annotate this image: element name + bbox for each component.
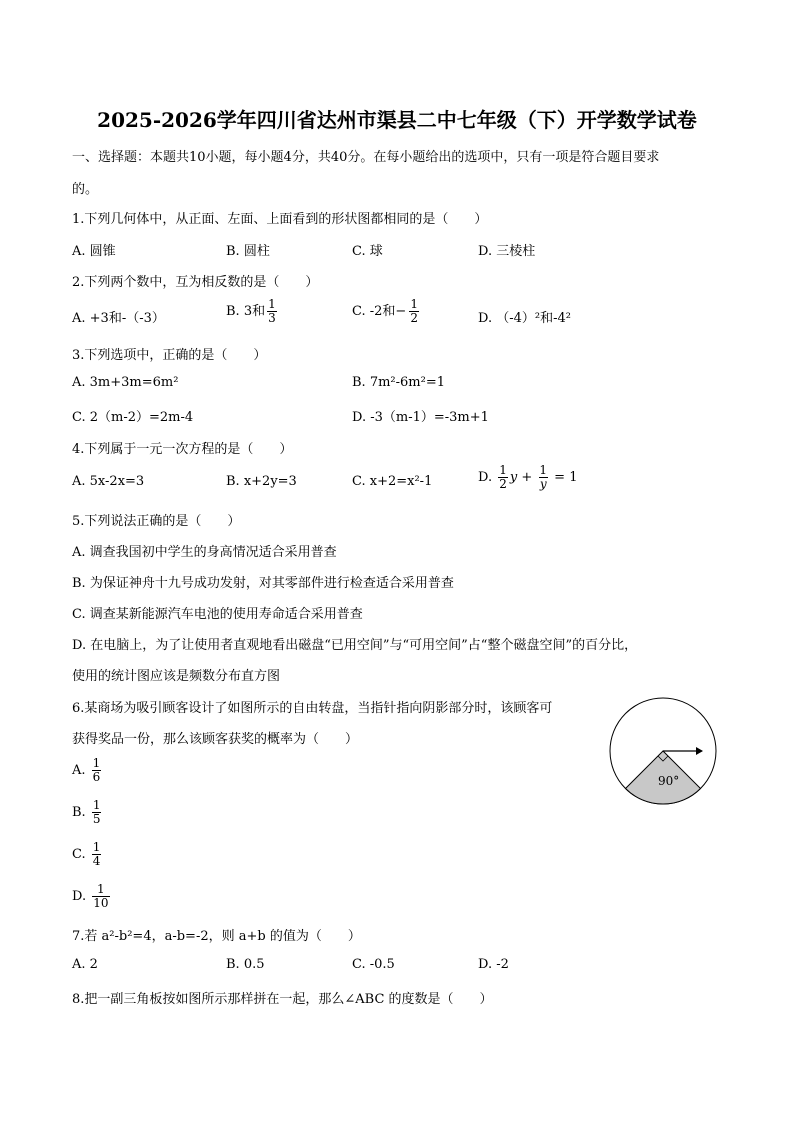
fraction-numerator: 1 <box>499 463 507 477</box>
fraction-denominator: 2 <box>499 477 507 491</box>
fraction-denominator: 5 <box>92 812 101 826</box>
q5-option-d-line1: D. 在电脑上，为了让使用者直观地看出磁盘“已用空间”与“可用空间”占“整个磁盘空间”的百分比， <box>72 638 638 653</box>
q7-option-c: C. -0.5 <box>352 957 395 972</box>
q4-option-d <box>478 464 577 491</box>
fraction-denominator: y <box>539 477 547 491</box>
q6-option-b-fraction <box>92 799 102 826</box>
q3-option-c: C. 2（m-2）=2m-4 <box>72 410 194 425</box>
q1-stem: 1.下列几何体中，从正面、左面、上面看到的形状图都相同的是（ ） <box>72 212 488 227</box>
section-heading-line1: 一、选择题：本题共10小题，每小题4分，共40分。在每小题给出的选项中，只有一项是符合题目要求 <box>72 150 660 165</box>
q5-option-b: B. 为保证神舟十九号成功发射，对其零部件进行检查适合采用普查 <box>72 576 454 591</box>
fraction-denominator: 2 <box>410 311 418 325</box>
q4-option-a: A. 5x-2x=3 <box>72 474 145 489</box>
minus-sign: − <box>395 304 407 319</box>
fraction-denominator: 4 <box>92 854 101 868</box>
section-heading-line2: 的。 <box>72 182 99 197</box>
fraction-numerator: 1 <box>410 297 418 311</box>
q2-option-c-prefix: C. -2和 <box>352 304 396 319</box>
q6-option-c <box>72 841 103 868</box>
q6-option-a <box>72 757 103 784</box>
q7-option-d: D. -2 <box>478 957 509 972</box>
fraction-numerator: 1 <box>97 882 105 896</box>
q4-option-c: C. x+2=x²-1 <box>352 474 433 489</box>
q4-stem: 4.下列属于一元一次方程的是（ ） <box>72 442 293 457</box>
q4-option-d-mid: y + <box>509 470 533 485</box>
q2-option-a: A. +3和-（-3） <box>72 311 165 326</box>
q1-option-a: A. 圆锥 <box>72 244 116 259</box>
q4-option-b: B. x+2y=3 <box>226 474 297 489</box>
q4-option-d-fraction-1 <box>498 464 508 491</box>
fraction-numerator: 1 <box>268 297 276 311</box>
q6-option-d <box>72 883 112 910</box>
q2-option-b-prefix: B. 3和 <box>226 304 266 319</box>
q6-option-b <box>72 799 103 826</box>
q6-stem-line2: 获得奖品一份，那么该顾客获奖的概率为（ ） <box>72 732 359 747</box>
q2-option-c-fraction <box>409 298 419 325</box>
fraction-denominator: 10 <box>93 896 109 910</box>
q2-stem: 2.下列两个数中，互为相反数的是（ ） <box>72 275 319 290</box>
q7-option-b: B. 0.5 <box>226 957 265 972</box>
q3-option-b: B. 7m²-6m²=1 <box>352 375 445 390</box>
q4-option-d-end: = 1 <box>554 470 578 485</box>
q1-option-c: C. 球 <box>352 244 383 259</box>
q1-option-d: D. 三棱柱 <box>478 244 536 259</box>
q5-option-c: C. 调查某新能源汽车电池的使用寿命适合采用普查 <box>72 607 363 622</box>
q1-option-b: B. 圆柱 <box>226 244 270 259</box>
page-title: 2025-2026学年四川省达州市渠县二中七年级（下）开学数学试卷 <box>97 108 697 132</box>
fraction-numerator: 1 <box>539 463 548 477</box>
q8-stem: 8.把一副三角板按如图所示那样拼在一起，那么∠ABC 的度数是（ ） <box>72 992 493 1007</box>
spinner-figure <box>606 694 724 812</box>
q4-option-d-fraction-2 <box>538 464 548 491</box>
fraction-numerator: 1 <box>92 798 101 812</box>
q6-option-c-label: C. <box>72 847 86 862</box>
q5-option-d-line2: 使用的统计图应该是频数分布直方图 <box>72 669 281 684</box>
fraction-denominator: 3 <box>268 311 276 325</box>
q3-stem: 3.下列选项中，正确的是（ ） <box>72 348 267 363</box>
q7-option-a: A. 2 <box>72 957 98 972</box>
fraction-denominator: 6 <box>92 770 101 784</box>
fraction-numerator: 1 <box>92 756 101 770</box>
q2-option-b <box>226 298 279 325</box>
angle-label: 90° <box>658 774 680 788</box>
fraction-numerator: 1 <box>92 840 101 854</box>
q4-option-d-label: D. <box>478 470 493 485</box>
q6-option-d-label: D. <box>72 889 87 904</box>
q6-option-a-fraction <box>92 757 102 784</box>
q2-option-b-fraction <box>267 298 277 325</box>
q3-option-d: D. -3（m-1）=-3m+1 <box>352 410 489 425</box>
q3-option-a: A. 3m+3m=6m² <box>72 375 179 390</box>
q6-stem-line1: 6.某商场为吸引顾客设计了如图所示的自由转盘，当指针指向阴影部分时，该顾客可 <box>72 701 553 716</box>
q2-option-d: D. （-4）²和-4² <box>478 311 571 326</box>
q6-option-c-fraction <box>92 841 102 868</box>
q6-option-d-fraction <box>92 883 109 910</box>
q5-option-a: A. 调查我国初中学生的身高情况适合采用普查 <box>72 545 337 560</box>
q6-option-b-label: B. <box>72 805 86 820</box>
q5-stem: 5.下列说法正确的是（ ） <box>72 514 241 529</box>
q6-option-a-label: A. <box>72 763 86 778</box>
q2-option-c <box>352 298 421 325</box>
q7-stem: 7.若 a²-b²=4，a-b=-2，则 a+b 的值为（ ） <box>72 929 361 944</box>
